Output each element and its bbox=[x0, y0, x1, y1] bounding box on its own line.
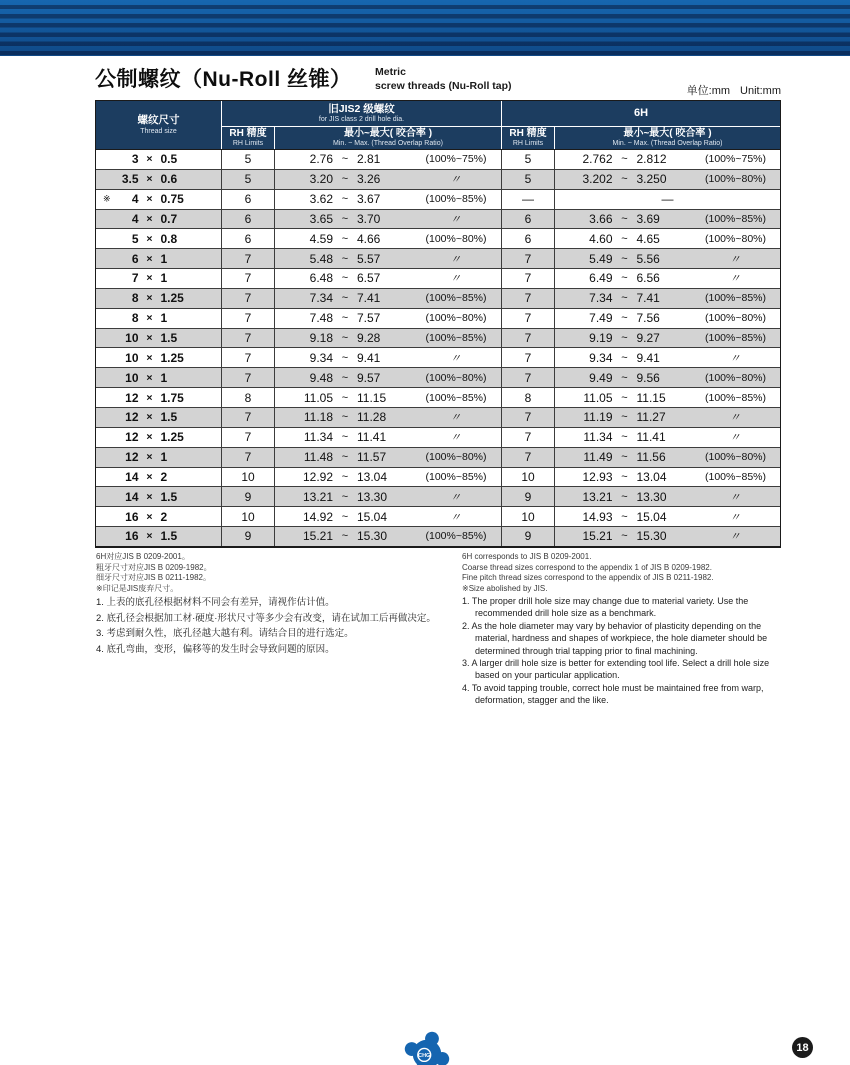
6h-minmax-cell: 3.66 ~ 3.69 (100%~85%) bbox=[554, 210, 780, 229]
overlap-ratio: (100%~80%) bbox=[705, 371, 766, 384]
overlap-ratio: 〃 bbox=[729, 491, 742, 504]
6h-rh-limit-cell: 10 bbox=[501, 468, 554, 487]
6h-rh-limit-cell: 7 bbox=[501, 289, 554, 308]
overlap-ratio: (100%~80%) bbox=[705, 312, 766, 325]
jis2-minmax-cell: 11.34 ~ 11.41 〃 bbox=[274, 428, 501, 447]
jis2-rh-limit-cell: 5 bbox=[221, 170, 274, 189]
overlap-ratio: (100%~85%) bbox=[425, 193, 487, 206]
jis2-rh-limit-cell: 7 bbox=[221, 309, 274, 328]
times-sign: × bbox=[146, 252, 153, 265]
unit-label-cn: 单位:mm bbox=[686, 85, 731, 97]
overlap-ratio: 〃 bbox=[729, 273, 742, 286]
6h-minmax-cell: 4.60 ~ 4.65 (100%~80%) bbox=[554, 229, 780, 248]
thread-pitch: 0.7 bbox=[160, 211, 178, 226]
jis2-minmax-cell: 11.18 ~ 11.28 〃 bbox=[274, 408, 501, 427]
thread-diameter: 4 bbox=[131, 211, 139, 226]
jis2-minmax-cell: 7.34 ~ 7.41 (100%~85%) bbox=[274, 289, 501, 308]
thread-size-cell bbox=[96, 150, 221, 169]
numbered-notes-en: 1. The proper drill hole size may change due to material variety. Use the recommended drill hole size as a benchmark. 2. As the hole diameter may vary by behavior of plasticity depending on the material, hardness and shapes of workpiece, the hole diameter should be determined through trial tapping prior to final machining. 3. A larger drill hole size is better for extending tool life. Select a drill hole size based on your particular application. 4. To avoid tapping trouble, correct hole must be maintained free from warp, deformation, stagger and the like. bbox=[462, 596, 770, 706]
table-row bbox=[96, 387, 780, 407]
times-sign: × bbox=[146, 490, 153, 503]
thread-diameter: 12 bbox=[125, 430, 139, 445]
table-row bbox=[96, 308, 780, 328]
thread-pitch: 1 bbox=[160, 450, 168, 465]
times-sign: × bbox=[146, 411, 153, 424]
overlap-ratio: (100%~80%) bbox=[425, 232, 487, 245]
6h-minmax-cell: 6.49 ~ 6.56 〃 bbox=[554, 269, 780, 288]
overlap-ratio: (100%~80%) bbox=[705, 451, 766, 464]
times-sign: × bbox=[146, 470, 153, 483]
jis-reference-notes-cn: 6H对应JIS B 0209-2001。 粗牙尺寸对应JIS B 0209-1982。 细牙尺寸对应JIS B 0211-1982。 ※印记是JIS废弃尺寸。 bbox=[96, 552, 212, 593]
table-row bbox=[96, 189, 780, 209]
overlap-ratio: (100%~85%) bbox=[425, 470, 487, 483]
table-row bbox=[96, 268, 780, 288]
thread-pitch: 0.5 bbox=[160, 152, 178, 167]
6h-rh-limit-cell: 7 bbox=[501, 329, 554, 348]
jis2-minmax-cell: 11.05 ~ 11.15 (100%~85%) bbox=[274, 388, 501, 407]
jis2-minmax-cell: 9.18 ~ 9.28 (100%~85%) bbox=[274, 329, 501, 348]
table-row bbox=[96, 506, 780, 526]
header-thread-size-cn: 螺纹尺寸 bbox=[137, 114, 180, 127]
overlap-ratio: 〃 bbox=[729, 432, 742, 445]
jis2-rh-limit-cell: 10 bbox=[221, 468, 274, 487]
6h-rh-limit-cell: 6 bbox=[501, 210, 554, 229]
6h-rh-limit-cell: 9 bbox=[501, 527, 554, 546]
thread-pitch: 1.5 bbox=[160, 331, 178, 346]
thread-size-cell bbox=[96, 468, 221, 487]
overlap-ratio: (100%~75%) bbox=[425, 153, 487, 166]
thread-diameter: 10 bbox=[125, 350, 139, 365]
header-group-jis2-cn: 旧JIS2 级螺纹 bbox=[328, 102, 395, 115]
overlap-ratio: (100%~85%) bbox=[705, 212, 766, 225]
unit-label-en: Unit:mm bbox=[740, 85, 781, 97]
thread-pitch: 1 bbox=[160, 251, 168, 266]
jis2-minmax-cell: 3.62 ~ 3.67 (100%~85%) bbox=[274, 190, 501, 209]
6h-rh-limit-cell: 8 bbox=[501, 388, 554, 407]
overlap-ratio: (100%~85%) bbox=[425, 332, 487, 345]
thread-diameter: 10 bbox=[125, 331, 139, 346]
jis2-minmax-cell: 15.21 ~ 15.30 (100%~85%) bbox=[274, 527, 501, 546]
times-sign: × bbox=[146, 530, 153, 543]
page-title: 公制螺纹（Nu-Roll 丝锥） bbox=[95, 68, 352, 91]
top-striped-banner bbox=[0, 0, 850, 56]
jis2-rh-limit-cell: 9 bbox=[221, 527, 274, 546]
thread-pitch: 1.5 bbox=[160, 489, 178, 504]
thread-size-cell bbox=[96, 229, 221, 248]
6h-minmax-cell: 13.21 ~ 13.30 〃 bbox=[554, 487, 780, 506]
thread-diameter: 3.5 bbox=[121, 172, 139, 187]
jis2-rh-limit-cell: 10 bbox=[221, 507, 274, 526]
thread-size-cell bbox=[96, 269, 221, 288]
overlap-ratio: 〃 bbox=[729, 412, 742, 425]
6h-minmax-cell: 15.21 ~ 15.30 〃 bbox=[554, 527, 780, 546]
6h-rh-limit-cell: 7 bbox=[501, 428, 554, 447]
table-row bbox=[96, 467, 780, 487]
table-row bbox=[96, 169, 780, 189]
thread-size-cell bbox=[96, 487, 221, 506]
table-row bbox=[96, 526, 780, 546]
overlap-ratio: (100%~80%) bbox=[705, 173, 766, 186]
brand-logo-text: CHG bbox=[418, 1052, 431, 1059]
overlap-ratio: (100%~85%) bbox=[705, 332, 766, 345]
thread-size-cell bbox=[96, 289, 221, 308]
metric-subtitle bbox=[375, 66, 512, 93]
table-row bbox=[96, 228, 780, 248]
times-sign: × bbox=[146, 153, 153, 166]
jis2-rh-limit-cell: 6 bbox=[221, 210, 274, 229]
overlap-ratio: (100%~75%) bbox=[705, 153, 766, 166]
jis-reference-notes-en: 6H corresponds to JIS B 0209-2001. Coarse thread sizes correspond to the appendix 1 of JIS B 0209-1982. Fine pitch thread sizes correspond to the appendix of JIS B 0211-1982. ※Size abolished by JIS. bbox=[462, 552, 714, 593]
thread-diameter: 3 bbox=[131, 152, 139, 167]
6h-minmax-cell: 14.93 ~ 15.04 〃 bbox=[554, 507, 780, 526]
drill-hole-table bbox=[95, 100, 781, 548]
overlap-ratio: (100%~80%) bbox=[425, 312, 487, 325]
overlap-ratio: (100%~80%) bbox=[425, 451, 487, 464]
6h-minmax-cell: 7.34 ~ 7.41 (100%~85%) bbox=[554, 289, 780, 308]
table-row bbox=[96, 209, 780, 229]
overlap-ratio: 〃 bbox=[729, 531, 742, 544]
thread-diameter: 14 bbox=[125, 489, 139, 504]
6h-rh-limit-cell: 10 bbox=[501, 507, 554, 526]
thread-size-cell bbox=[96, 329, 221, 348]
table-row bbox=[96, 149, 780, 169]
thread-diameter: 12 bbox=[125, 450, 139, 465]
brand-logo-icon bbox=[404, 1031, 450, 1065]
jis2-rh-limit-cell: 7 bbox=[221, 368, 274, 387]
jis2-rh-limit-cell: 9 bbox=[221, 487, 274, 506]
times-sign: × bbox=[146, 391, 153, 404]
jis2-minmax-cell: 11.48 ~ 11.57 (100%~80%) bbox=[274, 448, 501, 467]
thread-pitch: 0.8 bbox=[160, 231, 178, 246]
thread-size-cell bbox=[96, 348, 221, 367]
jis2-rh-limit-cell: 7 bbox=[221, 448, 274, 467]
header-group-6h bbox=[501, 101, 780, 126]
6h-minmax-cell: 11.34 ~ 11.41 〃 bbox=[554, 428, 780, 447]
6h-rh-limit-cell: 7 bbox=[501, 368, 554, 387]
thread-pitch: 1.75 bbox=[160, 390, 184, 405]
metric-subtitle-line1: Metric bbox=[375, 66, 406, 78]
jis2-minmax-cell: 3.65 ~ 3.70 〃 bbox=[274, 210, 501, 229]
jis2-rh-limit-cell: 7 bbox=[221, 408, 274, 427]
metric-subtitle-line2: screw threads (Nu-Roll tap) bbox=[375, 79, 512, 92]
thread-diameter: 12 bbox=[125, 410, 139, 425]
times-sign: × bbox=[146, 351, 153, 364]
jis2-rh-limit-cell: 6 bbox=[221, 229, 274, 248]
header-minmax-jis2: 最小~最大( 咬合率 ) Min. ~ Max. (Thread Overlap Ratio) bbox=[274, 126, 501, 149]
6h-minmax-cell: 11.19 ~ 11.27 〃 bbox=[554, 408, 780, 427]
thread-diameter: 10 bbox=[125, 370, 139, 385]
thread-size-cell bbox=[96, 368, 221, 387]
jis2-minmax-cell: 6.48 ~ 6.57 〃 bbox=[274, 269, 501, 288]
table-row bbox=[96, 407, 780, 427]
thread-pitch: 1 bbox=[160, 271, 168, 286]
times-sign: × bbox=[146, 510, 153, 523]
6h-rh-limit-cell: — bbox=[501, 190, 554, 209]
title-row bbox=[95, 61, 781, 97]
overlap-ratio: 〃 bbox=[450, 412, 462, 425]
table-row bbox=[96, 486, 780, 506]
6h-minmax-cell: 12.93 ~ 13.04 (100%~85%) bbox=[554, 468, 780, 487]
thread-diameter: 16 bbox=[125, 529, 139, 544]
jis2-rh-limit-cell: 7 bbox=[221, 289, 274, 308]
numbered-notes-cn: 1. 上表的底孔径根据材料不同会有差异，请视作估计值。 2. 底孔径会根据加工材·硬度·形状尺寸等多少会有改变，请在试加工后再做决定。 3. 考虑到耐久性，底孔径越大越有利。请结合目的进行选定。 4. 底孔弯曲，变形，偏移等的发生时会导致问题的原因。 bbox=[96, 597, 436, 655]
times-sign: × bbox=[146, 212, 153, 225]
header-rh-limits-jis2: RH 精度 RH Limits bbox=[221, 126, 274, 149]
overlap-ratio: 〃 bbox=[450, 352, 462, 365]
jis2-rh-limit-cell: 7 bbox=[221, 348, 274, 367]
times-sign: × bbox=[146, 193, 153, 206]
thread-size-cell bbox=[96, 428, 221, 447]
thread-diameter: 12 bbox=[125, 390, 139, 405]
jis2-minmax-cell: 9.48 ~ 9.57 (100%~80%) bbox=[274, 368, 501, 387]
jis2-minmax-cell: 5.48 ~ 5.57 〃 bbox=[274, 249, 501, 268]
thread-pitch: 1.25 bbox=[160, 350, 184, 365]
thread-size-cell bbox=[96, 210, 221, 229]
6h-minmax-cell: — bbox=[554, 190, 780, 209]
thread-pitch: 1 bbox=[160, 311, 168, 326]
times-sign: × bbox=[146, 451, 153, 464]
overlap-ratio: (100%~85%) bbox=[705, 470, 766, 483]
thread-pitch: 1.5 bbox=[160, 529, 178, 544]
header-group-jis2-en: for JIS class 2 drill hole dia. bbox=[318, 116, 405, 123]
thread-pitch: 2 bbox=[160, 509, 168, 524]
jis2-minmax-cell: 7.48 ~ 7.57 (100%~80%) bbox=[274, 309, 501, 328]
thread-diameter: 16 bbox=[125, 509, 139, 524]
overlap-ratio: 〃 bbox=[450, 213, 462, 226]
thread-diameter: 4 bbox=[131, 192, 139, 207]
6h-rh-limit-cell: 7 bbox=[501, 348, 554, 367]
thread-size-cell bbox=[96, 309, 221, 328]
jis2-rh-limit-cell: 6 bbox=[221, 190, 274, 209]
thread-diameter: 8 bbox=[131, 291, 139, 306]
overlap-ratio: 〃 bbox=[450, 432, 462, 445]
overlap-ratio: (100%~85%) bbox=[705, 292, 766, 305]
thread-diameter: 7 bbox=[131, 271, 139, 286]
table-row bbox=[96, 427, 780, 447]
overlap-ratio: (100%~80%) bbox=[705, 232, 766, 245]
6h-minmax-cell: 2.762 ~ 2.812 (100%~75%) bbox=[554, 150, 780, 169]
jis2-rh-limit-cell: 8 bbox=[221, 388, 274, 407]
table-row bbox=[96, 328, 780, 348]
thread-size-cell bbox=[96, 527, 221, 546]
6h-minmax-cell: 5.49 ~ 5.56 〃 bbox=[554, 249, 780, 268]
table-body bbox=[96, 149, 780, 546]
overlap-ratio: 〃 bbox=[450, 491, 462, 504]
overlap-ratio: 〃 bbox=[729, 511, 742, 524]
header-thread-size bbox=[96, 101, 221, 149]
6h-minmax-cell: 3.202 ~ 3.250 (100%~80%) bbox=[554, 170, 780, 189]
times-sign: × bbox=[146, 173, 153, 186]
jis2-minmax-cell: 13.21 ~ 13.30 〃 bbox=[274, 487, 501, 506]
thread-pitch: 0.75 bbox=[160, 192, 184, 207]
overlap-ratio: 〃 bbox=[450, 273, 462, 286]
6h-minmax-cell: 9.34 ~ 9.41 〃 bbox=[554, 348, 780, 367]
overlap-ratio: 〃 bbox=[729, 352, 742, 365]
times-sign: × bbox=[146, 371, 153, 384]
overlap-ratio: 〃 bbox=[450, 253, 462, 266]
6h-rh-limit-cell: 7 bbox=[501, 309, 554, 328]
thread-size-cell bbox=[96, 448, 221, 467]
jis2-minmax-cell: 14.92 ~ 15.04 〃 bbox=[274, 507, 501, 526]
jis2-rh-limit-cell: 7 bbox=[221, 249, 274, 268]
overlap-ratio: (100%~85%) bbox=[425, 292, 487, 305]
times-sign: × bbox=[146, 232, 153, 245]
6h-minmax-cell: 9.19 ~ 9.27 (100%~85%) bbox=[554, 329, 780, 348]
thread-pitch: 1.5 bbox=[160, 410, 178, 425]
6h-rh-limit-cell: 7 bbox=[501, 269, 554, 288]
thread-diameter: 8 bbox=[131, 311, 139, 326]
thread-pitch: 2 bbox=[160, 469, 168, 484]
jis2-minmax-cell: 4.59 ~ 4.66 (100%~80%) bbox=[274, 229, 501, 248]
jis2-minmax-cell: 9.34 ~ 9.41 〃 bbox=[274, 348, 501, 367]
times-sign: × bbox=[146, 431, 153, 444]
6h-minmax-cell: 11.05 ~ 11.15 (100%~85%) bbox=[554, 388, 780, 407]
unit-label bbox=[677, 82, 781, 98]
jis2-minmax-cell: 12.92 ~ 13.04 (100%~85%) bbox=[274, 468, 501, 487]
header-minmax-6h: 最小~最大( 咬合率 ) Min. ~ Max. (Thread Overlap Ratio) bbox=[554, 126, 780, 149]
overlap-ratio: 〃 bbox=[729, 253, 742, 266]
6h-minmax-cell: 9.49 ~ 9.56 (100%~80%) bbox=[554, 368, 780, 387]
thread-diameter: 5 bbox=[131, 231, 139, 246]
header-group-6h-label: 6H bbox=[633, 107, 649, 120]
jis2-minmax-cell: 2.76 ~ 2.81 (100%~75%) bbox=[274, 150, 501, 169]
6h-rh-limit-cell: 6 bbox=[501, 229, 554, 248]
jis2-rh-limit-cell: 7 bbox=[221, 269, 274, 288]
6h-rh-limit-cell: 7 bbox=[501, 408, 554, 427]
6h-rh-limit-cell: 7 bbox=[501, 448, 554, 467]
table-row bbox=[96, 447, 780, 467]
abolished-mark: ※ bbox=[103, 193, 111, 204]
overlap-ratio: (100%~80%) bbox=[425, 371, 487, 384]
page-number-badge: 18 bbox=[792, 1037, 813, 1058]
6h-rh-limit-cell: 7 bbox=[501, 249, 554, 268]
6h-rh-limit-cell: 5 bbox=[501, 150, 554, 169]
6h-rh-limit-cell: 9 bbox=[501, 487, 554, 506]
6h-minmax-cell: 7.49 ~ 7.56 (100%~80%) bbox=[554, 309, 780, 328]
overlap-ratio: (100%~85%) bbox=[425, 530, 487, 543]
thread-size-cell bbox=[96, 249, 221, 268]
times-sign: × bbox=[146, 312, 153, 325]
table-row bbox=[96, 248, 780, 268]
header-group-jis2 bbox=[221, 101, 501, 126]
thread-pitch: 1 bbox=[160, 370, 168, 385]
thread-diameter: 6 bbox=[131, 251, 139, 266]
table-row bbox=[96, 367, 780, 387]
thread-diameter: 14 bbox=[125, 469, 139, 484]
jis2-rh-limit-cell: 5 bbox=[221, 150, 274, 169]
jis2-minmax-cell: 3.20 ~ 3.26 〃 bbox=[274, 170, 501, 189]
overlap-ratio: 〃 bbox=[450, 511, 462, 524]
times-sign: × bbox=[146, 272, 153, 285]
thread-size-cell bbox=[96, 408, 221, 427]
times-sign: × bbox=[146, 332, 153, 345]
6h-minmax-cell: 11.49 ~ 11.56 (100%~80%) bbox=[554, 448, 780, 467]
thread-pitch: 1.25 bbox=[160, 430, 184, 445]
table-header bbox=[96, 101, 780, 149]
table-row bbox=[96, 288, 780, 308]
header-rh-limits-6h: RH 精度 RH Limits bbox=[501, 126, 554, 149]
table-row bbox=[96, 347, 780, 367]
times-sign: × bbox=[146, 292, 153, 305]
overlap-ratio: (100%~85%) bbox=[705, 391, 766, 404]
6h-rh-limit-cell: 5 bbox=[501, 170, 554, 189]
thread-size-cell bbox=[96, 388, 221, 407]
jis2-rh-limit-cell: 7 bbox=[221, 428, 274, 447]
thread-pitch: 1.25 bbox=[160, 291, 184, 306]
overlap-ratio: 〃 bbox=[450, 174, 462, 187]
thread-size-cell bbox=[96, 170, 221, 189]
thread-size-cell bbox=[96, 507, 221, 526]
jis2-rh-limit-cell: 7 bbox=[221, 329, 274, 348]
overlap-ratio: (100%~85%) bbox=[425, 391, 487, 404]
header-thread-size-en: Thread size bbox=[140, 127, 177, 135]
thread-size-cell bbox=[96, 190, 221, 209]
thread-pitch: 0.6 bbox=[160, 172, 178, 187]
